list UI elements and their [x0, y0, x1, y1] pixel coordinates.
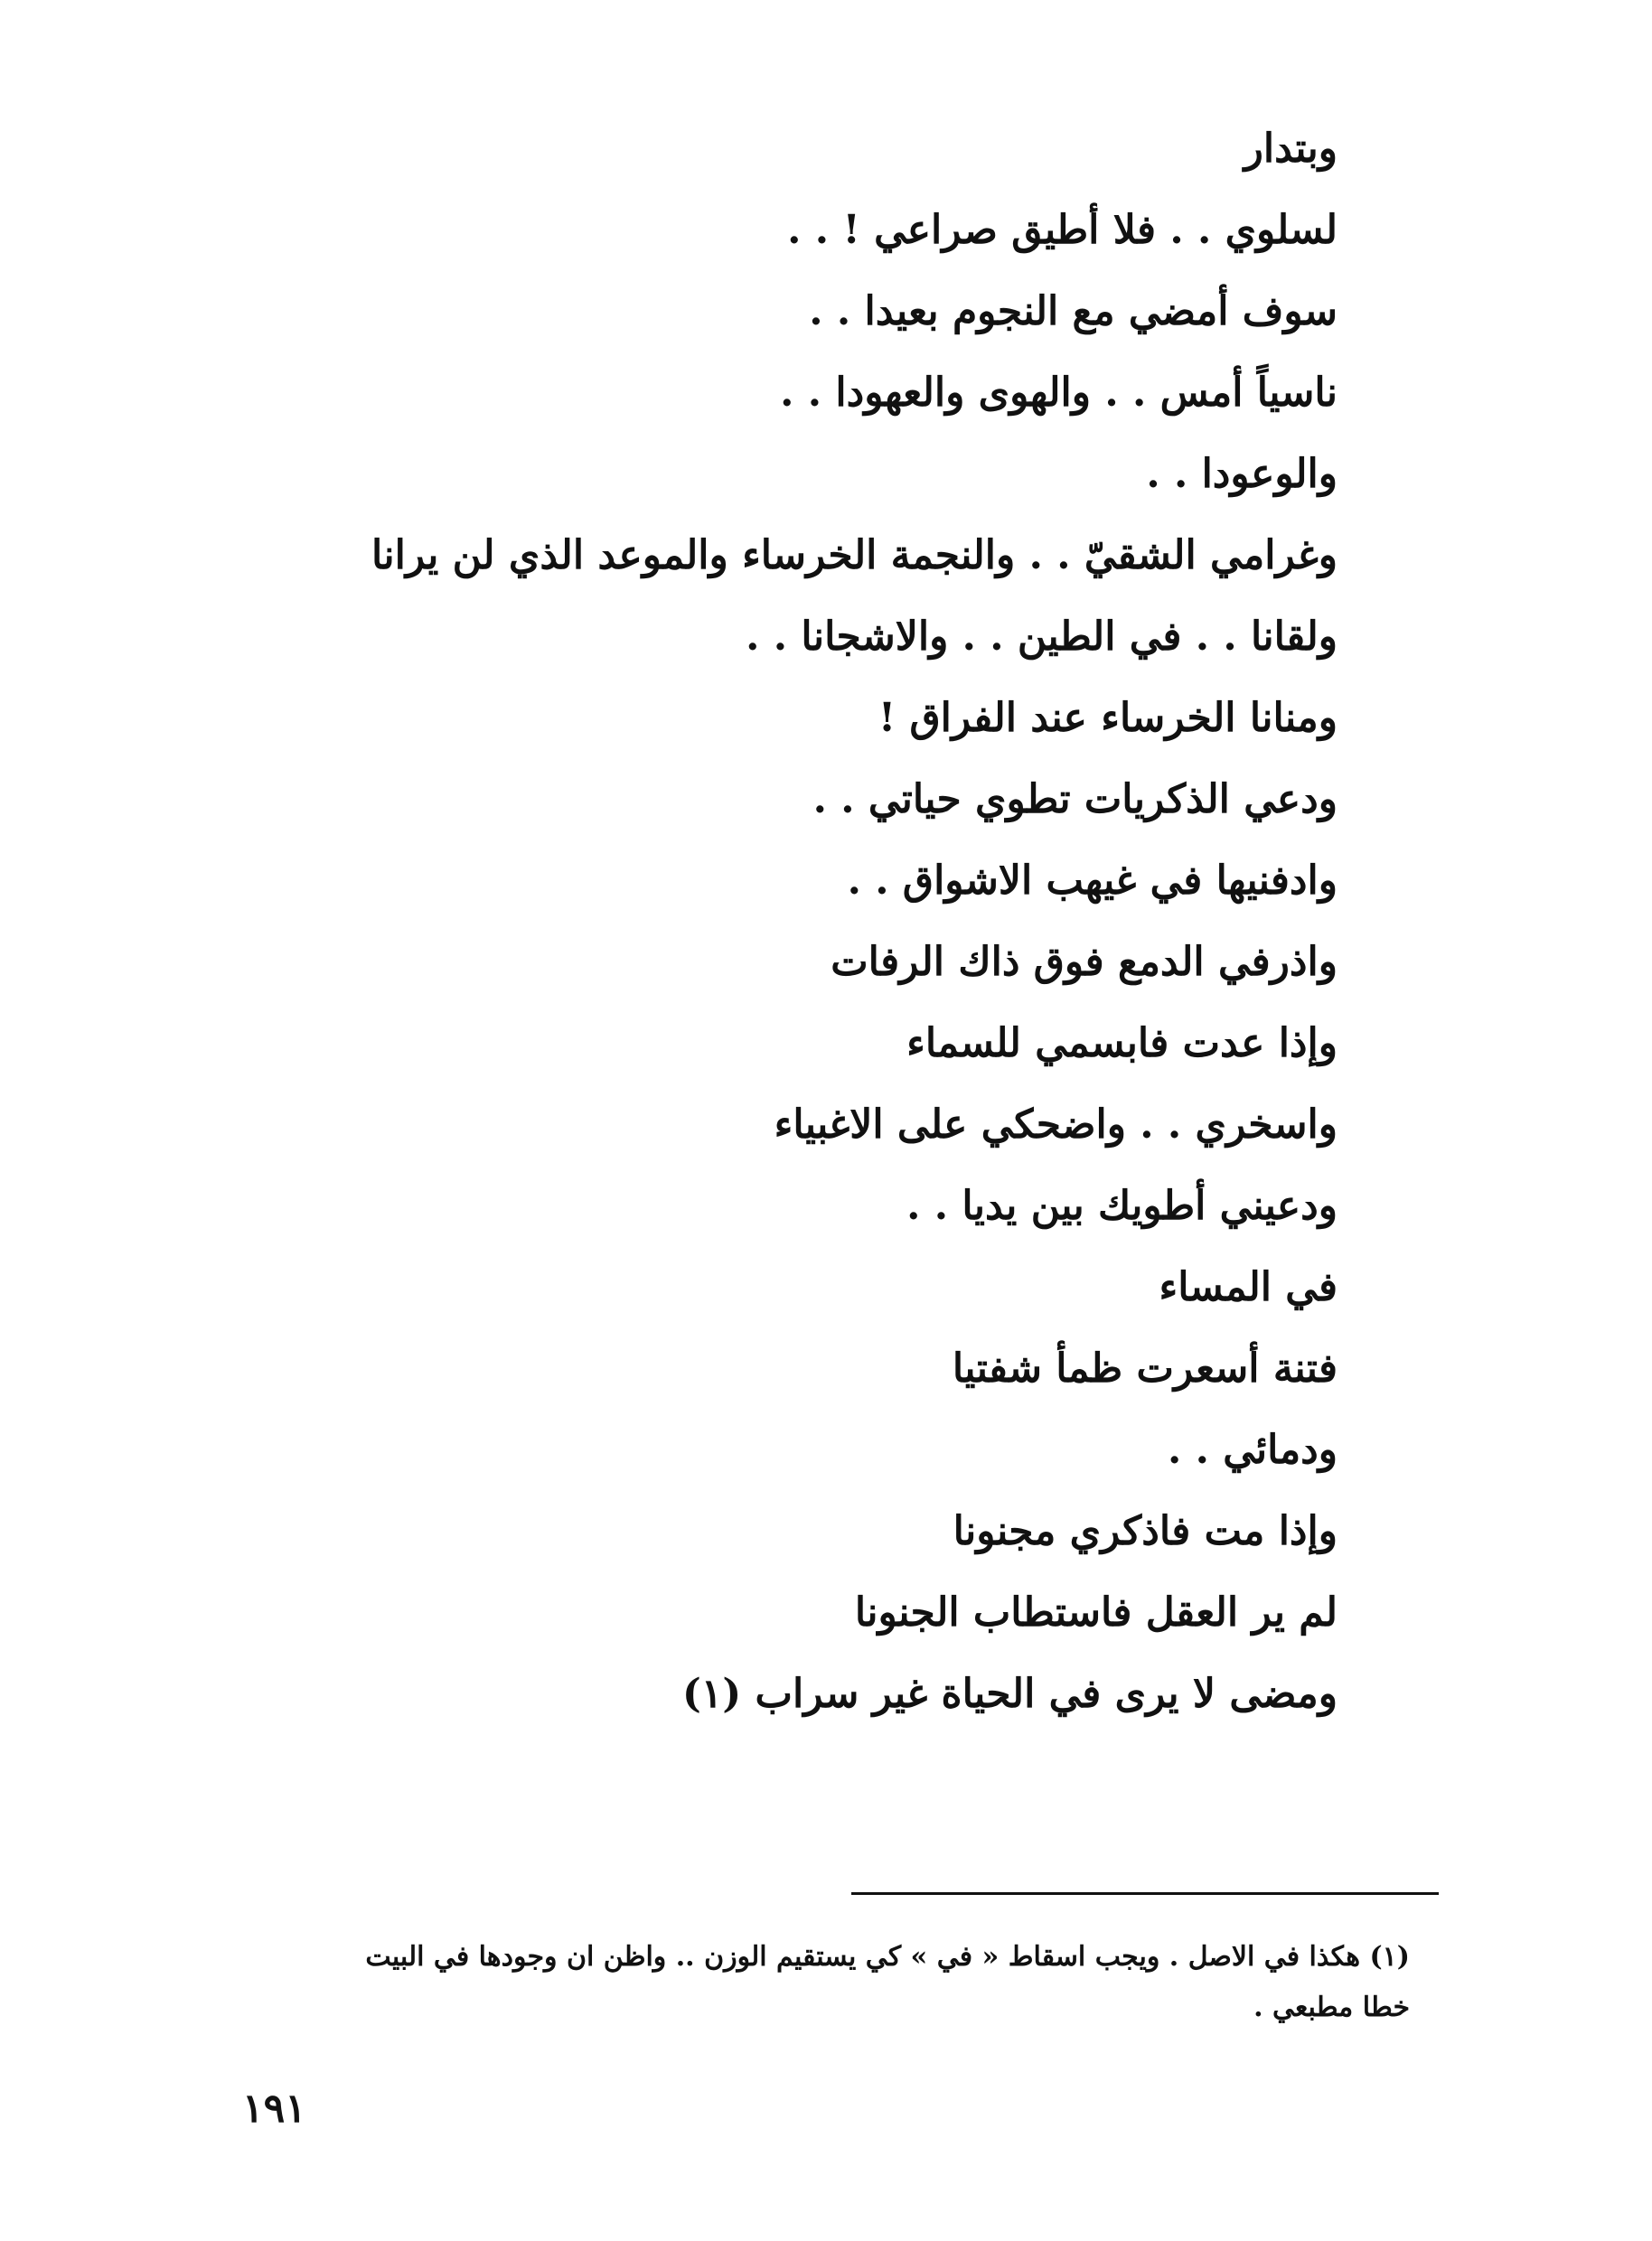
verse-line: ودعي الذكريات تطوي حياتي . .: [812, 776, 1338, 822]
verse-line: ومنانا الخرساء عند الفراق !: [878, 695, 1338, 741]
verse-line: ودعيني أطويك بين يديا . .: [906, 1183, 1338, 1229]
verse-line: ومضى لا يرى في الحياة غير سراب (١): [681, 1671, 1338, 1717]
verse-line: وادفنيها في غيهب الاشواق . .: [847, 858, 1338, 904]
footnote: [199, 1932, 1410, 2033]
verse-line: لم ير العقل فاستطاب الجنونا: [854, 1589, 1338, 1636]
verse-line: والوعودا . .: [1146, 451, 1338, 497]
verse-line: واذرفي الدمع فوق ذاك الرفات: [831, 939, 1338, 985]
page-number: ١٩١: [242, 2086, 306, 2132]
poem-body: [217, 108, 1338, 1735]
verse-line: وإذا عدت فابسمي للسماء: [906, 1020, 1338, 1066]
verse-line: سوف أمضي مع النجوم بعيدا . .: [809, 288, 1338, 334]
verse-line: فتنة أسعرت ظمأ شفتيا: [952, 1346, 1338, 1392]
verse-line: ناسياً أمس . . والهوى والعهودا . .: [780, 370, 1338, 416]
footnote-line: (١) هكذا في الاصل . ويجب اسقاط « في » كي يستقيم الوزن .. واظن ان وجودها في البيت: [365, 1941, 1410, 1973]
verse-line: وإذا مت فاذكري مجنونا: [953, 1508, 1338, 1554]
verse-line: وغرامي الشقيّ . . والنجمة الخرساء والموعد الذي لن يرانا: [371, 532, 1338, 578]
verse-line: واسخري . . واضحكي على الاغبياء: [774, 1102, 1338, 1148]
verse-line: ولقانا . . في الطين . . والاشجانا . .: [746, 614, 1338, 660]
verse-line: وبتدار: [1244, 126, 1338, 172]
verse-line: في المساء: [1159, 1264, 1338, 1310]
verse-line: ودمائي . .: [1167, 1427, 1338, 1473]
footnote-line: خطا مطبعي .: [1253, 1992, 1410, 2023]
footnote-divider: [851, 1892, 1439, 1895]
verse-line: لسلوي . . فلا أطيق صراعي ! . .: [787, 207, 1338, 253]
